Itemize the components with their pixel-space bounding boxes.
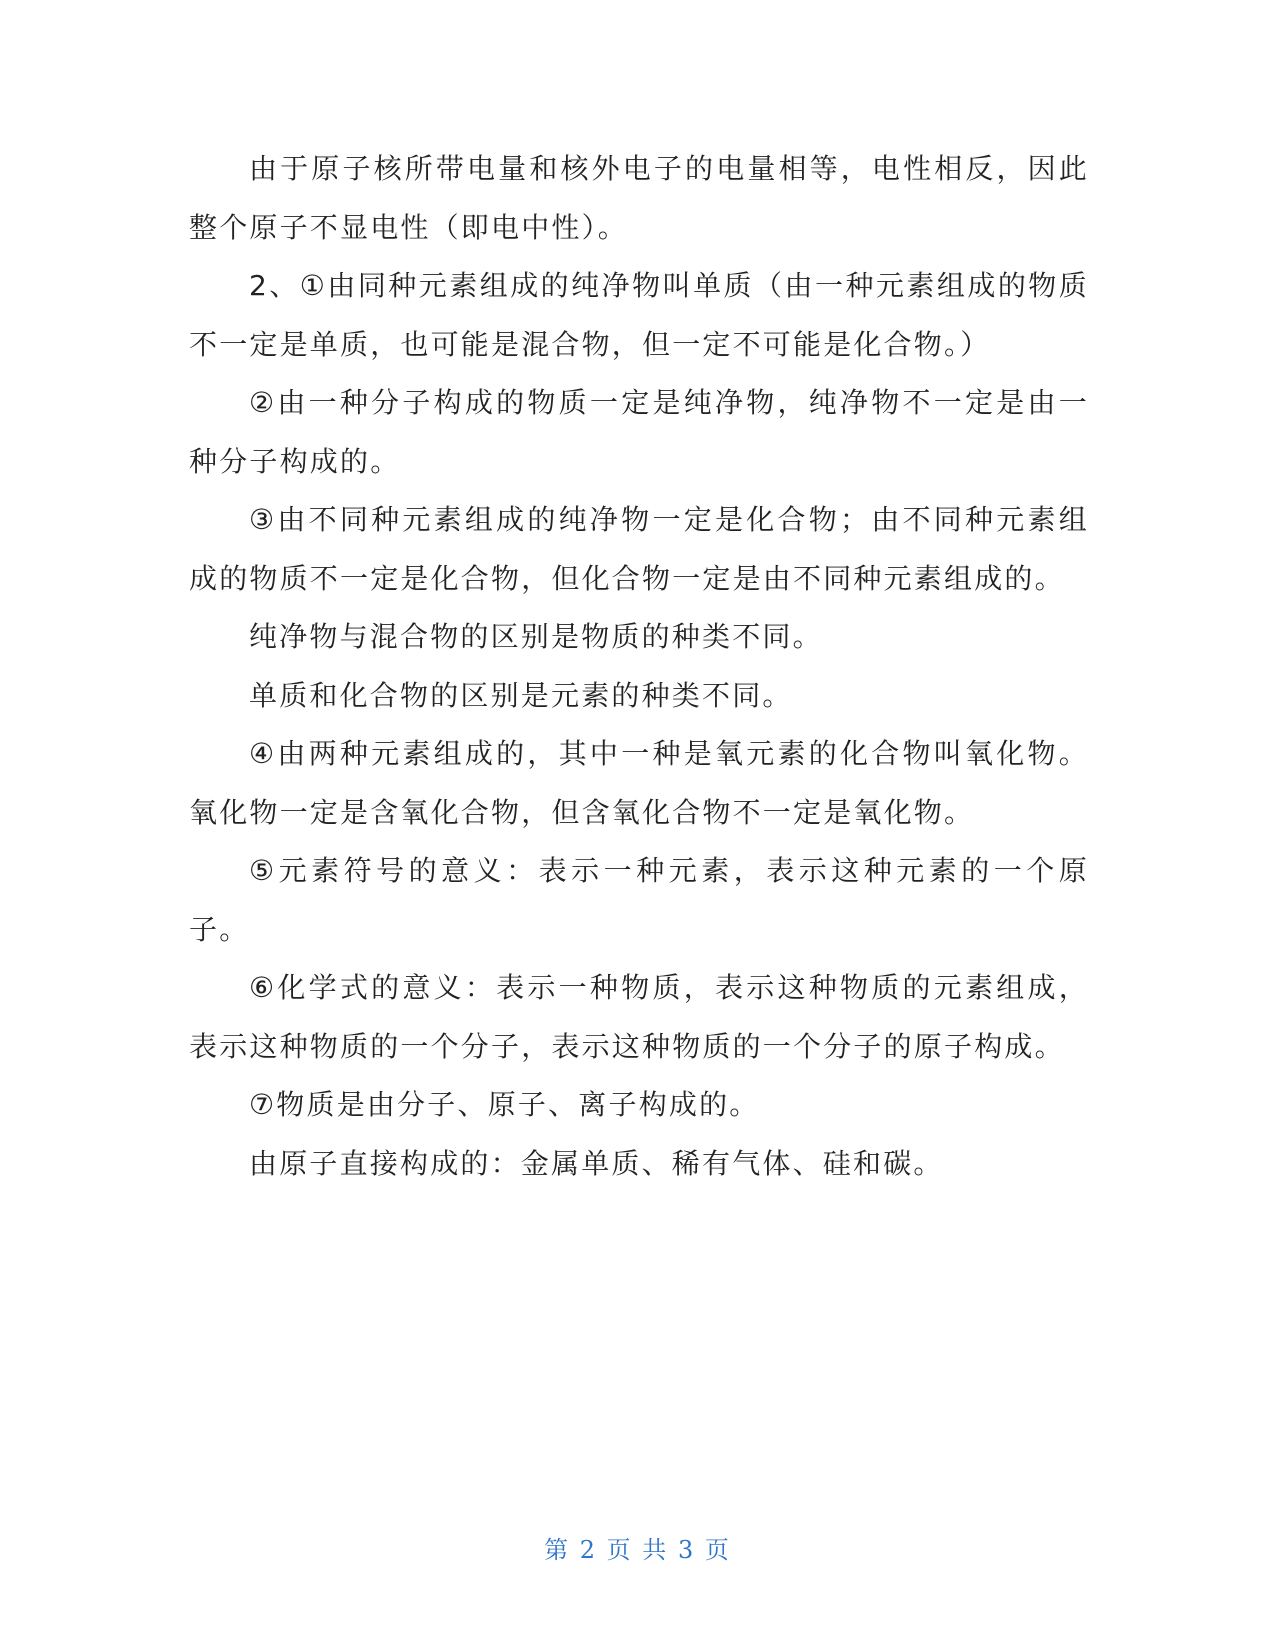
- paragraph-pure-substance-molecule: ②由一种分子构成的物质一定是纯净物，纯净物不一定是由一种分子构成的。: [189, 386, 1089, 478]
- paragraph-compound: ③由不同种元素组成的纯净物一定是化合物；由不同种元素组成的物质不一定是化合物，但化合物一定是由不同种元素组成的。: [189, 503, 1089, 595]
- paragraph-matter-composition: ⑦物质是由分子、原子、离子构成的。: [249, 1088, 760, 1121]
- paragraph-element-symbol: ⑤元素符号的意义：表示一种元素，表示这种元素的一个原子。: [189, 854, 1089, 946]
- paragraph-element-substance: 2、①由同种元素组成的纯净物叫单质（由一种元素组成的物质不一定是单质，也可能是混合物，但一定不可能是化合物。）: [189, 269, 1089, 361]
- paragraph-chemical-formula: ⑥化学式的意义：表示一种物质，表示这种物质的元素组成，表示这种物质的一个分子，表示这种物质的一个分子的原子构成。: [189, 971, 1089, 1063]
- paragraph-atomic-substances: 由原子直接构成的：金属单质、稀有气体、硅和碳。: [249, 1146, 944, 1180]
- document-body: [189, 140, 1089, 1193]
- paragraph-electric-neutrality: 由于原子核所带电量和核外电子的电量相等，电性相反，因此整个原子不显电性（即电中性）。: [189, 152, 1089, 244]
- paragraph-oxide: ④由两种元素组成的，其中一种是氧元素的化合物叫氧化物。氧化物一定是含氧化合物，但含氧化合物不一定是氧化物。: [189, 737, 1089, 829]
- paragraph-element-vs-compound: 单质和化合物的区别是元素的种类不同。: [249, 678, 793, 712]
- paragraph-pure-vs-mixture: 纯净物与混合物的区别是物质的种类不同。: [249, 620, 823, 653]
- page-number-footer: 第 2 页 共 3 页: [544, 1536, 731, 1564]
